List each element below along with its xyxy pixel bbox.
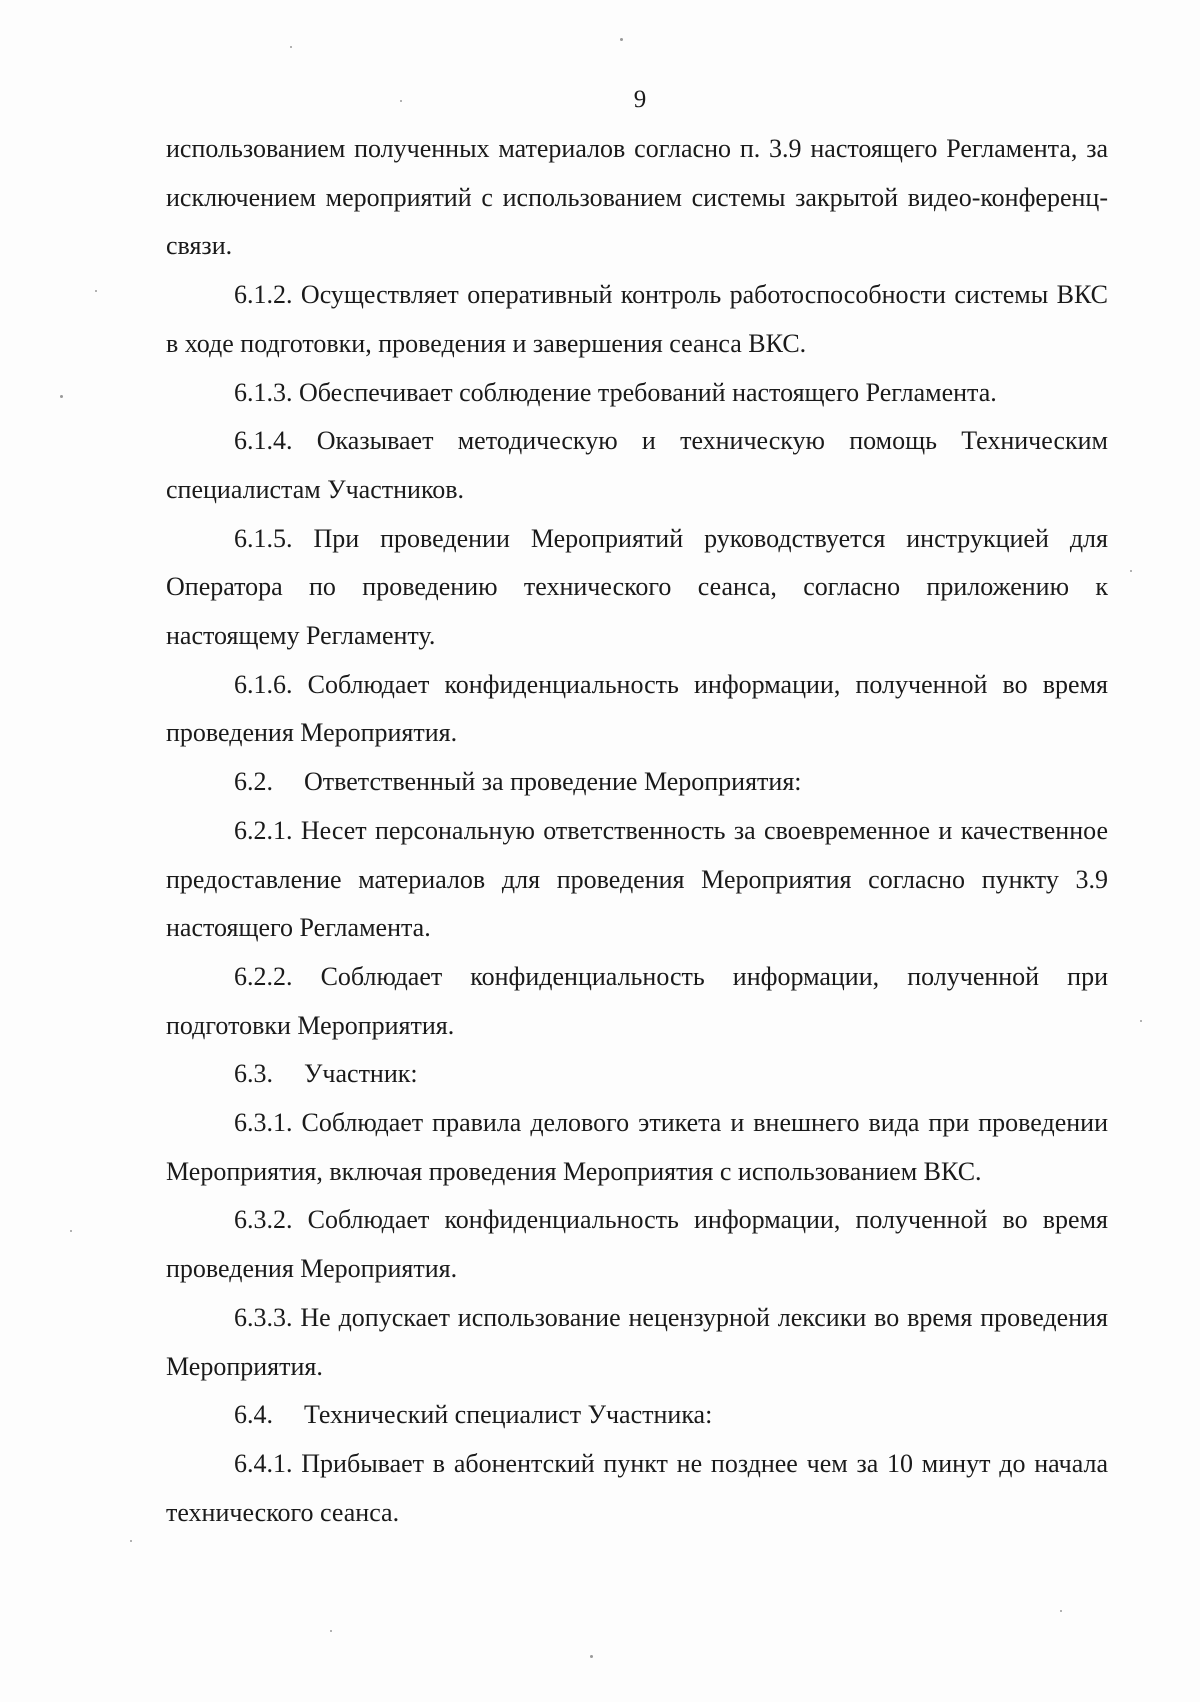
scan-speck [1060, 1610, 1062, 1612]
paragraph-6-1-6: 6.1.6. Соблюдает конфиденциальность информации, полученной во время проведения Мероприятия. [166, 669, 1108, 748]
section-heading-6-3 [166, 1050, 1108, 1099]
paragraph-continuation: использованием полученных материалов согласно п. 3.9 настоящего Регламента, за исключением мероприятий с использованием системы закрытой видео-конференц-связи. [166, 134, 1108, 261]
document-body [166, 125, 1108, 1537]
paragraph-6-1-2: 6.1.2. Осуществляет оперативный контроль работоспособности системы ВКС в ходе подготовки, проведения и завершения сеанса ВКС. [166, 280, 1108, 358]
section-number: 6.4. [234, 1400, 273, 1430]
paragraph-6-3-3: 6.3.3. Не допускает использование нецензурной лексики во время проведения Мероприятия. [166, 1302, 1108, 1381]
paragraph-6-3-2: 6.3.2. Соблюдает конфиденциальность информации, полученной во время проведения Мероприятия. [166, 1205, 1108, 1284]
scan-speck [130, 1540, 132, 1542]
scan-speck [1130, 570, 1132, 572]
section-title: Технический специалист Участника: [304, 1400, 713, 1430]
section-heading-6-2 [166, 758, 1108, 807]
paragraph-6-4-1: 6.4.1. Прибывает в абонентский пункт не позднее чем за 10 минут до начала технического сеанса. [166, 1448, 1108, 1527]
scan-speck [330, 1630, 332, 1632]
section-title: Ответственный за проведение Мероприятия: [304, 767, 802, 797]
scan-speck [290, 46, 292, 48]
section-number: 6.3. [234, 1059, 273, 1089]
scan-speck [60, 395, 63, 398]
paragraph-6-1-3: 6.1.3. Обеспечивает соблюдение требований настоящего Регламента. [234, 377, 997, 407]
scan-speck [95, 290, 97, 292]
section-title: Участник: [304, 1059, 418, 1089]
scan-speck [1140, 1020, 1142, 1022]
paragraph-6-2-1: 6.2.1. Несет персональную ответственность за своевременное и качественное предоставление материалов для проведения Мероприятия согласно пункту 3.9 настоящего Регламента. [166, 815, 1108, 943]
scan-speck [590, 1655, 593, 1658]
scan-speck [620, 38, 623, 41]
section-number: 6.2. [234, 767, 273, 797]
paragraph-6-3-1: 6.3.1. Соблюдает правила делового этикета и внешнего вида при проведении Мероприятия, включая проведения Мероприятия с использованием ВКС. [166, 1108, 1108, 1186]
paragraph-6-1-4: 6.1.4. Оказывает методическую и техническую помощь Техническим специалистам Участников. [166, 426, 1108, 504]
section-heading-6-4 [166, 1391, 1108, 1440]
scan-speck [70, 1230, 72, 1232]
scan-speck [400, 100, 402, 102]
paragraph-6-2-2: 6.2.2. Соблюдает конфиденциальность информации, полученной при подготовки Мероприятия. [166, 961, 1108, 1040]
page-number: 9 [633, 86, 647, 113]
paragraph-6-1-5: 6.1.5. При проведении Мероприятий руководствуется инструкцией для Оператора по проведению технического сеанса, согласно приложению к настоящему Регламенту. [166, 523, 1108, 651]
